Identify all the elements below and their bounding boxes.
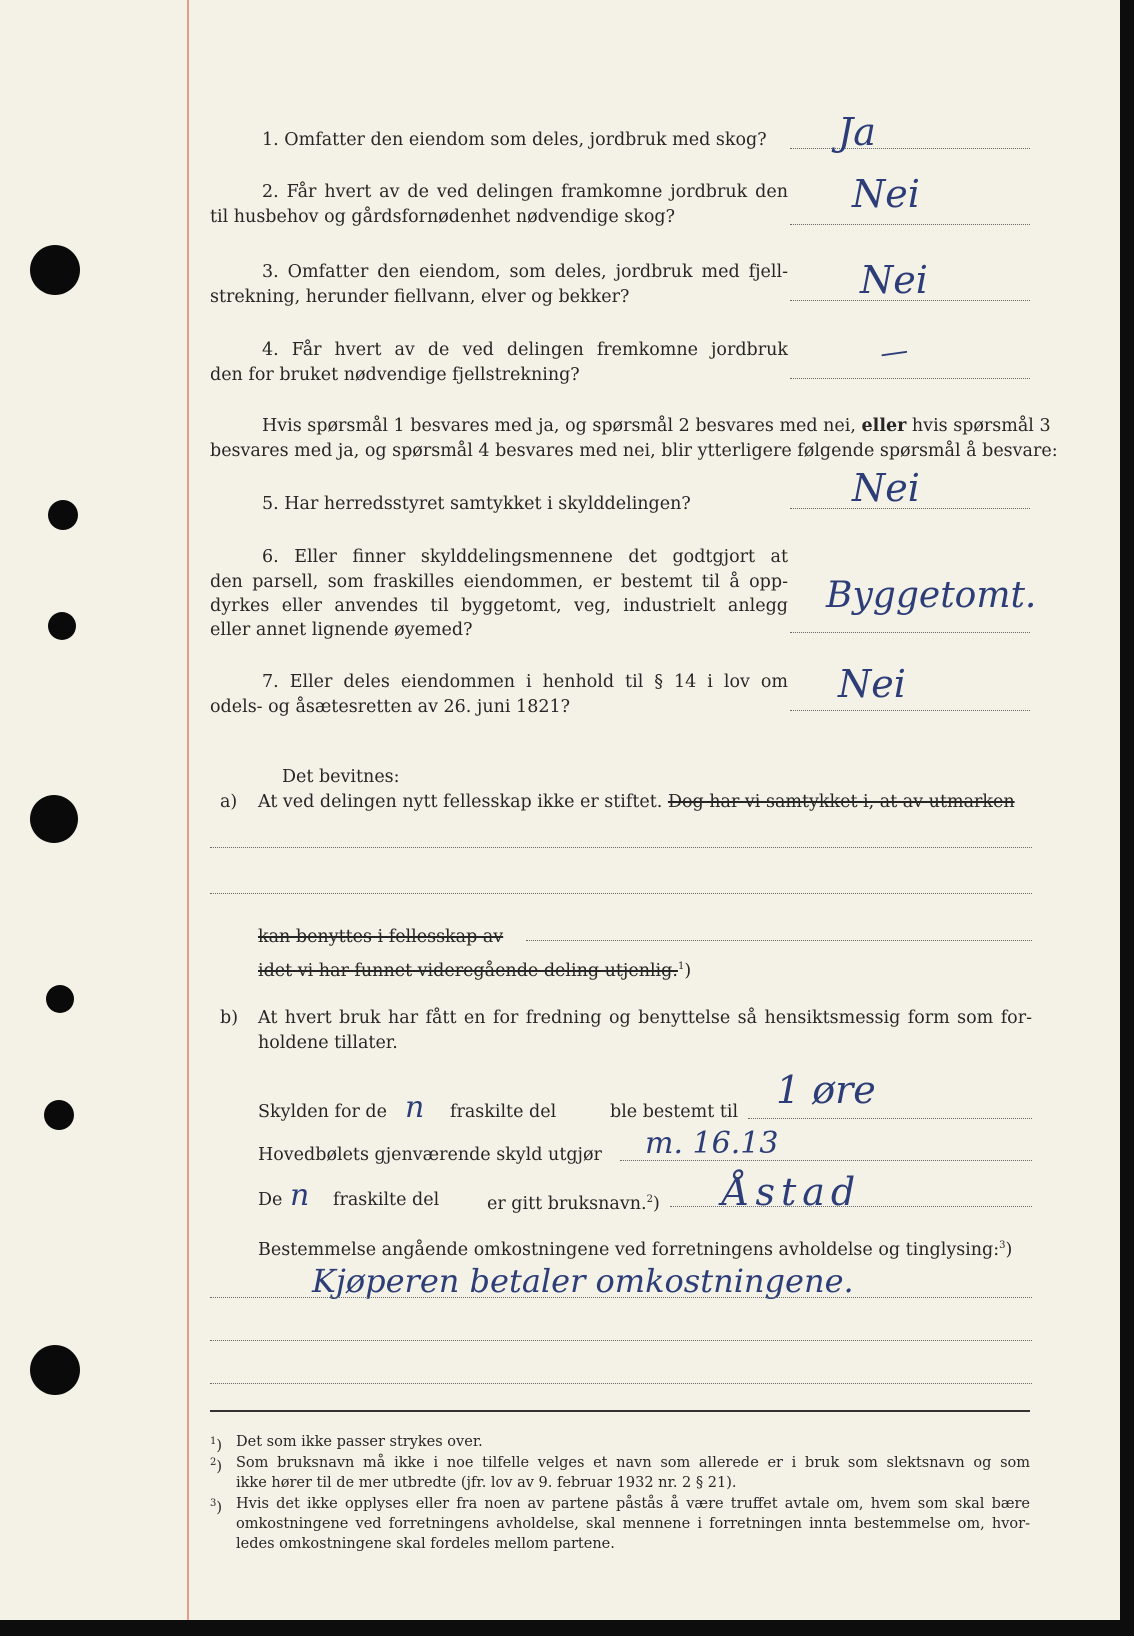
punch-hole [30,795,78,843]
best-label: Bestemmelse angående omkostningene ved forretningens avholdelse og tinglysing:$^3$) [258,1239,1013,1260]
navn-value-handwritten: Åstad [722,1170,862,1214]
punch-hole [48,612,76,640]
footnote-rule [210,1410,1030,1412]
skyld-end: ble bestemt til [610,1102,739,1122]
attest-heading: Det bevitnes: [282,767,400,787]
punch-hole [44,1100,74,1130]
navn-n-handwritten: n [290,1178,310,1213]
footnote-3-mark: $^3$) [210,1498,223,1516]
footnote-1-mark: $^1$) [210,1436,223,1454]
blank-line [210,1297,1032,1298]
answer-line [790,632,1030,633]
footnote-2-mark: $^2$) [210,1457,223,1475]
hoved-label: Hovedbølets gjenværende skyld utgjør [258,1145,602,1165]
answer-handwritten: Nei [852,466,920,510]
answer-line [790,710,1030,711]
question-4-line2: den for bruket nødvendige fjellstrekning? [210,365,580,385]
answer-handwritten: Nei [838,662,906,706]
punch-hole [30,245,80,295]
navn-prefix: De [258,1190,283,1210]
attest-a-label: a) [220,792,238,812]
best-value-handwritten: Kjøperen betaler omkostningene. [312,1262,854,1300]
answer-line [790,378,1030,379]
question-4: 4. Får hvert av de ved delingen fremkomne jordbruk [262,340,788,360]
punch-hole [30,1345,80,1395]
attest-a: At ved delingen nytt fellesskap ikke er stiftet. Dog har vi samtykket i, at av utmarken [258,792,1015,812]
question-1 [262,128,767,152]
conditional-line1: Hvis spørsmål 1 besvares med ja, og spørsmål 2 besvares med nei, eller hvis spørsmål 3 [262,416,1051,436]
question-5: 5. Har herredsstyret samtykket i skylddelingen? [262,494,691,514]
red-margin-line [187,0,189,1620]
question-text: Omfatter den eiendom som deles, jordbruk med skog? [284,130,767,150]
blank-line [526,940,1032,941]
struck-text: kan benyttes i fellesskap av [258,927,504,947]
answer-line [790,224,1030,225]
skyld-mid: fraskilte del [450,1102,557,1122]
footnote-2-line1: Som bruksnavn må ikke i noe tilfelle velges et navn som allerede er i bruk som slektsnavn og som [236,1455,1030,1471]
skyld-prefix: Skylden for de [258,1102,387,1122]
answer-line [748,1118,1032,1119]
answer-handwritten: Nei [852,172,920,216]
attest-b-line2: holdene tillater. [258,1033,398,1053]
punch-hole [46,985,74,1013]
hoved-value-handwritten: m. 16.13 [645,1126,779,1161]
question-2-line2: til husbehov og gårdsfornødenhet nødvendige skog? [210,207,675,227]
struck-text: Dog har vi samtykket i, at av utmarken [667,792,1015,812]
footnote-3-line3: ledes omkostningene skal fordeles mellom partene. [236,1536,615,1552]
blank-line [210,1340,1032,1341]
skyld-n-handwritten: n [405,1090,425,1125]
navn-end: er gitt bruksnavn.$^2$) [487,1193,660,1214]
punch-hole [48,500,78,530]
answer-handwritten: Byggetomt. [826,575,1037,616]
footnote-3-line1: Hvis det ikke opplyses eller fra noen av partene påstås å være truffet avtale om, hvem som skal bære [236,1496,1030,1512]
footnote-1: Det som ikke passer strykes over. [236,1434,483,1450]
question-number: 1. [262,130,279,150]
struck-line-3: idet vi har funnet videregående deling utjenlig.$^1$) [258,960,692,981]
question-7-line2: odels- og åsætesretten av 26. juni 1821? [210,697,570,717]
answer-handwritten: Nei [860,258,928,302]
footnote-2-line2: ikke hører til de mer utbredte (jfr. lov av 9. februar 1932 nr. 2 § 21). [236,1475,737,1491]
conditional-line2: besvares med ja, og spørsmål 4 besvares med nei, blir ytterligere følgende spørsmål å besvare: [210,441,1058,461]
answer-handwritten: — [877,333,911,370]
question-3-line2: strekning, herunder fiellvann, elver og bekker? [210,287,630,307]
answer-handwritten: Ja [838,110,876,154]
question-7: 7. Eller deles eiendommen i henhold til § 14 i lov om [262,672,788,692]
blank-line [210,893,1032,894]
footnote-3-line2: omkostningene ved forretningens avholdelse, skal mennene i forretningen innta bestemmelse om, hvor- [236,1516,1030,1532]
question-2: 2. Får hvert av de ved delingen framkomne jordbruk den [262,182,788,202]
attest-b-line1: At hvert bruk har fått en for fredning og benyttelse så hensiktsmessig form som for- [258,1008,1032,1028]
blank-line [210,1383,1032,1384]
question-6-line4: eller annet lignende øyemed? [210,620,473,640]
question-6: 6. Eller finner skylddelingsmennene det godtgjort at [262,547,788,567]
question-3: 3. Omfatter den eiendom, som deles, jordbruk med fjell- [262,262,788,282]
attest-b-label: b) [220,1008,239,1028]
skyld-value-handwritten: 1 øre [776,1068,876,1112]
blank-line [210,847,1032,848]
question-6-line3: dyrkes eller anvendes til byggetomt, veg, industrielt anlegg [210,596,788,616]
answer-line [790,148,1030,149]
navn-mid: fraskilte del [333,1190,440,1210]
question-6-line2: den parsell, som fraskilles eiendommen, er bestemt til å opp- [210,572,788,592]
